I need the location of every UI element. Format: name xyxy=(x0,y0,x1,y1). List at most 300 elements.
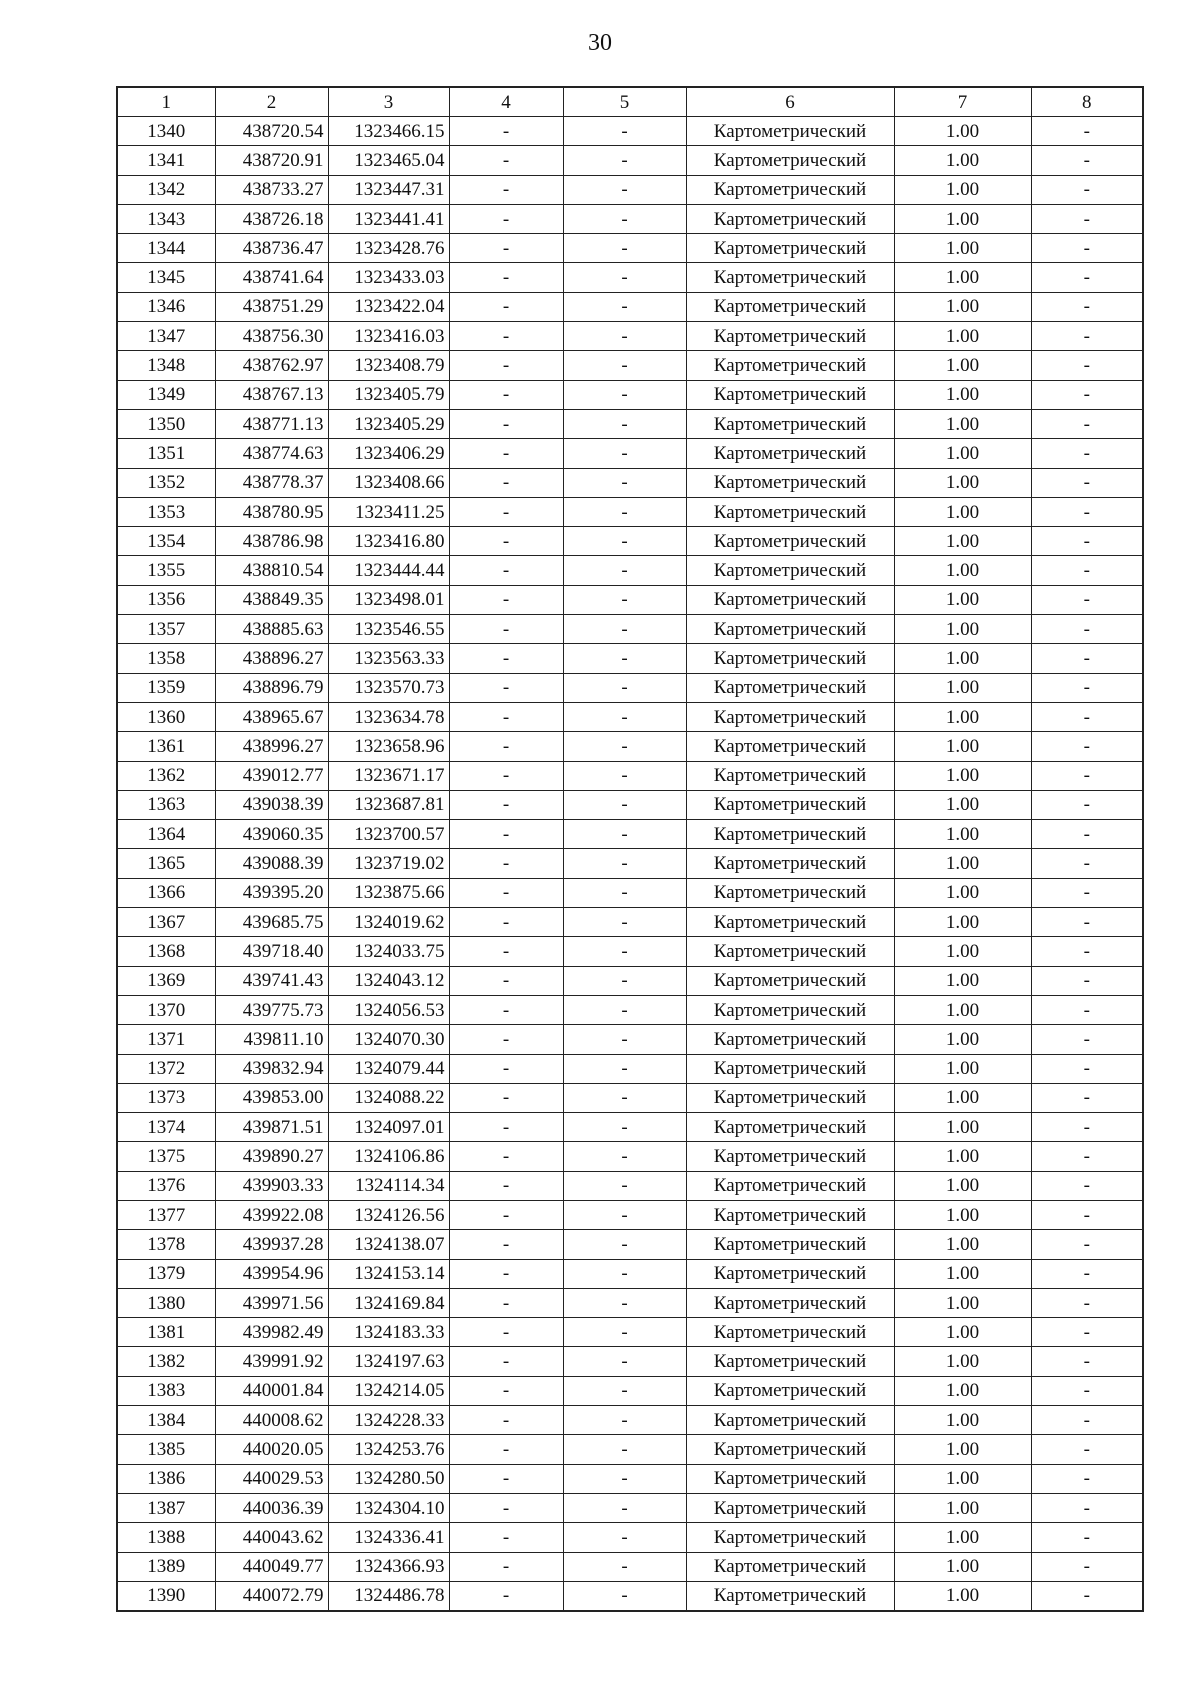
col4-cell: - xyxy=(449,615,563,644)
accuracy-cell: 1.00 xyxy=(894,732,1031,761)
point-number-cell: 1361 xyxy=(117,732,215,761)
method-cell: Картометрический xyxy=(686,1347,894,1376)
y-coordinate-cell: 1324088.22 xyxy=(328,1083,449,1112)
col8-cell: - xyxy=(1031,468,1143,497)
col4-cell: - xyxy=(449,732,563,761)
col4-cell: - xyxy=(449,1259,563,1288)
table-row xyxy=(117,146,1143,175)
col5-cell: - xyxy=(563,908,686,937)
accuracy-cell: 1.00 xyxy=(894,644,1031,673)
col8-cell: - xyxy=(1031,1200,1143,1229)
page-number: 30 xyxy=(588,30,612,56)
y-coordinate-cell: 1324056.53 xyxy=(328,995,449,1024)
col5-cell: - xyxy=(563,1142,686,1171)
col8-cell: - xyxy=(1031,995,1143,1024)
x-coordinate-cell: 438726.18 xyxy=(215,204,328,233)
point-number-cell: 1348 xyxy=(117,351,215,380)
method-cell: Картометрический xyxy=(686,1113,894,1142)
accuracy-cell: 1.00 xyxy=(894,1171,1031,1200)
point-number-cell: 1341 xyxy=(117,146,215,175)
y-coordinate-cell: 1323406.29 xyxy=(328,439,449,468)
point-number-cell: 1381 xyxy=(117,1318,215,1347)
col8-cell: - xyxy=(1031,1318,1143,1347)
col8-cell: - xyxy=(1031,351,1143,380)
col8-cell: - xyxy=(1031,820,1143,849)
table-row xyxy=(117,1083,1143,1112)
col5-cell: - xyxy=(563,1083,686,1112)
col8-cell: - xyxy=(1031,234,1143,263)
accuracy-cell: 1.00 xyxy=(894,995,1031,1024)
column-header: 6 xyxy=(686,87,894,117)
col8-cell: - xyxy=(1031,175,1143,204)
col5-cell: - xyxy=(563,117,686,146)
col4-cell: - xyxy=(449,1230,563,1259)
col4-cell: - xyxy=(449,1552,563,1581)
y-coordinate-cell: 1324486.78 xyxy=(328,1581,449,1611)
y-coordinate-cell: 1324106.86 xyxy=(328,1142,449,1171)
accuracy-cell: 1.00 xyxy=(894,1318,1031,1347)
accuracy-cell: 1.00 xyxy=(894,966,1031,995)
col5-cell: - xyxy=(563,1552,686,1581)
table-row xyxy=(117,1230,1143,1259)
x-coordinate-cell: 439991.92 xyxy=(215,1347,328,1376)
table-row xyxy=(117,644,1143,673)
accuracy-cell: 1.00 xyxy=(894,849,1031,878)
method-cell: Картометрический xyxy=(686,1054,894,1083)
point-number-cell: 1340 xyxy=(117,117,215,146)
accuracy-cell: 1.00 xyxy=(894,556,1031,585)
col4-cell: - xyxy=(449,585,563,614)
table-row xyxy=(117,1259,1143,1288)
column-header: 2 xyxy=(215,87,328,117)
y-coordinate-cell: 1323405.29 xyxy=(328,409,449,438)
col5-cell: - xyxy=(563,409,686,438)
accuracy-cell: 1.00 xyxy=(894,1288,1031,1317)
accuracy-cell: 1.00 xyxy=(894,292,1031,321)
y-coordinate-cell: 1324183.33 xyxy=(328,1318,449,1347)
accuracy-cell: 1.00 xyxy=(894,351,1031,380)
accuracy-cell: 1.00 xyxy=(894,380,1031,409)
col4-cell: - xyxy=(449,380,563,409)
x-coordinate-cell: 438762.97 xyxy=(215,351,328,380)
table-row xyxy=(117,966,1143,995)
method-cell: Картометрический xyxy=(686,1230,894,1259)
method-cell: Картометрический xyxy=(686,1200,894,1229)
method-cell: Картометрический xyxy=(686,1406,894,1435)
y-coordinate-cell: 1324097.01 xyxy=(328,1113,449,1142)
col4-cell: - xyxy=(449,1376,563,1405)
x-coordinate-cell: 439012.77 xyxy=(215,761,328,790)
table-row xyxy=(117,527,1143,556)
col5-cell: - xyxy=(563,820,686,849)
accuracy-cell: 1.00 xyxy=(894,1523,1031,1552)
y-coordinate-cell: 1323422.04 xyxy=(328,292,449,321)
y-coordinate-cell: 1323634.78 xyxy=(328,702,449,731)
col8-cell: - xyxy=(1031,409,1143,438)
table-row xyxy=(117,204,1143,233)
col4-cell: - xyxy=(449,761,563,790)
y-coordinate-cell: 1323408.79 xyxy=(328,351,449,380)
table-body xyxy=(117,87,1143,1611)
accuracy-cell: 1.00 xyxy=(894,908,1031,937)
col4-cell: - xyxy=(449,937,563,966)
table-row xyxy=(117,497,1143,526)
table-header-row xyxy=(117,87,1143,117)
col5-cell: - xyxy=(563,1376,686,1405)
col5-cell: - xyxy=(563,234,686,263)
col4-cell: - xyxy=(449,1288,563,1317)
method-cell: Картометрический xyxy=(686,527,894,556)
accuracy-cell: 1.00 xyxy=(894,1552,1031,1581)
point-number-cell: 1385 xyxy=(117,1435,215,1464)
table-row xyxy=(117,292,1143,321)
point-number-cell: 1375 xyxy=(117,1142,215,1171)
col8-cell: - xyxy=(1031,263,1143,292)
method-cell: Картометрический xyxy=(686,1552,894,1581)
col5-cell: - xyxy=(563,1523,686,1552)
col5-cell: - xyxy=(563,790,686,819)
table-row xyxy=(117,1464,1143,1493)
col4-cell: - xyxy=(449,908,563,937)
col5-cell: - xyxy=(563,673,686,702)
point-number-cell: 1357 xyxy=(117,615,215,644)
x-coordinate-cell: 438771.13 xyxy=(215,409,328,438)
table-row xyxy=(117,322,1143,351)
col5-cell: - xyxy=(563,1406,686,1435)
method-cell: Картометрический xyxy=(686,409,894,438)
y-coordinate-cell: 1324114.34 xyxy=(328,1171,449,1200)
accuracy-cell: 1.00 xyxy=(894,702,1031,731)
col8-cell: - xyxy=(1031,585,1143,614)
col5-cell: - xyxy=(563,1054,686,1083)
table-row xyxy=(117,1347,1143,1376)
point-number-cell: 1351 xyxy=(117,439,215,468)
col5-cell: - xyxy=(563,527,686,556)
table-row xyxy=(117,468,1143,497)
y-coordinate-cell: 1323687.81 xyxy=(328,790,449,819)
point-number-cell: 1366 xyxy=(117,878,215,907)
y-coordinate-cell: 1323405.79 xyxy=(328,380,449,409)
col4-cell: - xyxy=(449,1523,563,1552)
x-coordinate-cell: 438751.29 xyxy=(215,292,328,321)
accuracy-cell: 1.00 xyxy=(894,468,1031,497)
col4-cell: - xyxy=(449,966,563,995)
accuracy-cell: 1.00 xyxy=(894,175,1031,204)
col5-cell: - xyxy=(563,585,686,614)
method-cell: Картометрический xyxy=(686,468,894,497)
col8-cell: - xyxy=(1031,1523,1143,1552)
x-coordinate-cell: 439903.33 xyxy=(215,1171,328,1200)
x-coordinate-cell: 439853.00 xyxy=(215,1083,328,1112)
y-coordinate-cell: 1324214.05 xyxy=(328,1376,449,1405)
y-coordinate-cell: 1323570.73 xyxy=(328,673,449,702)
point-number-cell: 1387 xyxy=(117,1493,215,1522)
point-number-cell: 1378 xyxy=(117,1230,215,1259)
col8-cell: - xyxy=(1031,1435,1143,1464)
accuracy-cell: 1.00 xyxy=(894,527,1031,556)
col5-cell: - xyxy=(563,1230,686,1259)
accuracy-cell: 1.00 xyxy=(894,263,1031,292)
point-number-cell: 1342 xyxy=(117,175,215,204)
table-row xyxy=(117,585,1143,614)
table-row xyxy=(117,995,1143,1024)
col4-cell: - xyxy=(449,439,563,468)
col5-cell: - xyxy=(563,849,686,878)
col4-cell: - xyxy=(449,1025,563,1054)
method-cell: Картометрический xyxy=(686,117,894,146)
point-number-cell: 1345 xyxy=(117,263,215,292)
col8-cell: - xyxy=(1031,1493,1143,1522)
x-coordinate-cell: 440008.62 xyxy=(215,1406,328,1435)
table-row xyxy=(117,1523,1143,1552)
col4-cell: - xyxy=(449,175,563,204)
accuracy-cell: 1.00 xyxy=(894,322,1031,351)
col5-cell: - xyxy=(563,1464,686,1493)
col4-cell: - xyxy=(449,1142,563,1171)
accuracy-cell: 1.00 xyxy=(894,673,1031,702)
col5-cell: - xyxy=(563,263,686,292)
point-number-cell: 1384 xyxy=(117,1406,215,1435)
x-coordinate-cell: 439685.75 xyxy=(215,908,328,937)
point-number-cell: 1373 xyxy=(117,1083,215,1112)
x-coordinate-cell: 438767.13 xyxy=(215,380,328,409)
method-cell: Картометрический xyxy=(686,790,894,819)
x-coordinate-cell: 439775.73 xyxy=(215,995,328,1024)
point-number-cell: 1343 xyxy=(117,204,215,233)
col4-cell: - xyxy=(449,556,563,585)
table-row xyxy=(117,1493,1143,1522)
col8-cell: - xyxy=(1031,1581,1143,1611)
col8-cell: - xyxy=(1031,732,1143,761)
col4-cell: - xyxy=(449,1493,563,1522)
col8-cell: - xyxy=(1031,908,1143,937)
col4-cell: - xyxy=(449,468,563,497)
point-number-cell: 1360 xyxy=(117,702,215,731)
point-number-cell: 1353 xyxy=(117,497,215,526)
table-row xyxy=(117,1142,1143,1171)
col8-cell: - xyxy=(1031,790,1143,819)
table-row xyxy=(117,439,1143,468)
col4-cell: - xyxy=(449,351,563,380)
y-coordinate-cell: 1324043.12 xyxy=(328,966,449,995)
point-number-cell: 1349 xyxy=(117,380,215,409)
col4-cell: - xyxy=(449,878,563,907)
x-coordinate-cell: 439890.27 xyxy=(215,1142,328,1171)
x-coordinate-cell: 439922.08 xyxy=(215,1200,328,1229)
method-cell: Картометрический xyxy=(686,204,894,233)
col5-cell: - xyxy=(563,1025,686,1054)
x-coordinate-cell: 440020.05 xyxy=(215,1435,328,1464)
col8-cell: - xyxy=(1031,380,1143,409)
col4-cell: - xyxy=(449,117,563,146)
col4-cell: - xyxy=(449,673,563,702)
col5-cell: - xyxy=(563,702,686,731)
col5-cell: - xyxy=(563,878,686,907)
point-number-cell: 1388 xyxy=(117,1523,215,1552)
accuracy-cell: 1.00 xyxy=(894,1435,1031,1464)
table-row xyxy=(117,263,1143,292)
x-coordinate-cell: 440029.53 xyxy=(215,1464,328,1493)
table-row xyxy=(117,1288,1143,1317)
col5-cell: - xyxy=(563,351,686,380)
col5-cell: - xyxy=(563,380,686,409)
table-row xyxy=(117,117,1143,146)
col5-cell: - xyxy=(563,1288,686,1317)
y-coordinate-cell: 1324253.76 xyxy=(328,1435,449,1464)
table-row xyxy=(117,1113,1143,1142)
col5-cell: - xyxy=(563,1113,686,1142)
point-number-cell: 1354 xyxy=(117,527,215,556)
point-number-cell: 1370 xyxy=(117,995,215,1024)
col5-cell: - xyxy=(563,1347,686,1376)
accuracy-cell: 1.00 xyxy=(894,1200,1031,1229)
accuracy-cell: 1.00 xyxy=(894,1083,1031,1112)
col8-cell: - xyxy=(1031,497,1143,526)
col8-cell: - xyxy=(1031,1288,1143,1317)
y-coordinate-cell: 1324153.14 xyxy=(328,1259,449,1288)
col4-cell: - xyxy=(449,234,563,263)
col4-cell: - xyxy=(449,644,563,673)
y-coordinate-cell: 1323408.66 xyxy=(328,468,449,497)
point-number-cell: 1359 xyxy=(117,673,215,702)
col4-cell: - xyxy=(449,790,563,819)
accuracy-cell: 1.00 xyxy=(894,937,1031,966)
accuracy-cell: 1.00 xyxy=(894,146,1031,175)
col8-cell: - xyxy=(1031,937,1143,966)
x-coordinate-cell: 438810.54 xyxy=(215,556,328,585)
x-coordinate-cell: 438896.79 xyxy=(215,673,328,702)
col4-cell: - xyxy=(449,1200,563,1229)
col5-cell: - xyxy=(563,937,686,966)
accuracy-cell: 1.00 xyxy=(894,1025,1031,1054)
col5-cell: - xyxy=(563,1493,686,1522)
col5-cell: - xyxy=(563,497,686,526)
table-row xyxy=(117,1054,1143,1083)
col8-cell: - xyxy=(1031,849,1143,878)
col4-cell: - xyxy=(449,1171,563,1200)
x-coordinate-cell: 438736.47 xyxy=(215,234,328,263)
col5-cell: - xyxy=(563,615,686,644)
x-coordinate-cell: 438896.27 xyxy=(215,644,328,673)
point-number-cell: 1374 xyxy=(117,1113,215,1142)
table-row xyxy=(117,1552,1143,1581)
col5-cell: - xyxy=(563,732,686,761)
col5-cell: - xyxy=(563,761,686,790)
x-coordinate-cell: 439038.39 xyxy=(215,790,328,819)
table-row xyxy=(117,908,1143,937)
table-row xyxy=(117,351,1143,380)
accuracy-cell: 1.00 xyxy=(894,878,1031,907)
method-cell: Картометрический xyxy=(686,761,894,790)
point-number-cell: 1350 xyxy=(117,409,215,438)
col8-cell: - xyxy=(1031,146,1143,175)
x-coordinate-cell: 438778.37 xyxy=(215,468,328,497)
col8-cell: - xyxy=(1031,204,1143,233)
accuracy-cell: 1.00 xyxy=(894,439,1031,468)
column-header: 1 xyxy=(117,87,215,117)
x-coordinate-cell: 439741.43 xyxy=(215,966,328,995)
method-cell: Картометрический xyxy=(686,556,894,585)
accuracy-cell: 1.00 xyxy=(894,204,1031,233)
method-cell: Картометрический xyxy=(686,1025,894,1054)
col8-cell: - xyxy=(1031,439,1143,468)
col8-cell: - xyxy=(1031,878,1143,907)
y-coordinate-cell: 1324070.30 xyxy=(328,1025,449,1054)
x-coordinate-cell: 439871.51 xyxy=(215,1113,328,1142)
table-row xyxy=(117,175,1143,204)
method-cell: Картометрический xyxy=(686,732,894,761)
method-cell: Картометрический xyxy=(686,1142,894,1171)
method-cell: Картометрический xyxy=(686,849,894,878)
point-number-cell: 1376 xyxy=(117,1171,215,1200)
x-coordinate-cell: 438965.67 xyxy=(215,702,328,731)
y-coordinate-cell: 1324197.63 xyxy=(328,1347,449,1376)
col5-cell: - xyxy=(563,1259,686,1288)
y-coordinate-cell: 1324079.44 xyxy=(328,1054,449,1083)
point-number-cell: 1344 xyxy=(117,234,215,263)
col4-cell: - xyxy=(449,292,563,321)
col8-cell: - xyxy=(1031,1025,1143,1054)
table-row xyxy=(117,234,1143,263)
point-number-cell: 1386 xyxy=(117,1464,215,1493)
x-coordinate-cell: 438780.95 xyxy=(215,497,328,526)
col5-cell: - xyxy=(563,1435,686,1464)
table-row xyxy=(117,1025,1143,1054)
table-row xyxy=(117,1581,1143,1611)
col4-cell: - xyxy=(449,263,563,292)
col8-cell: - xyxy=(1031,1171,1143,1200)
y-coordinate-cell: 1323466.15 xyxy=(328,117,449,146)
method-cell: Картометрический xyxy=(686,322,894,351)
y-coordinate-cell: 1323546.55 xyxy=(328,615,449,644)
x-coordinate-cell: 438849.35 xyxy=(215,585,328,614)
col4-cell: - xyxy=(449,1318,563,1347)
x-coordinate-cell: 439937.28 xyxy=(215,1230,328,1259)
y-coordinate-cell: 1323875.66 xyxy=(328,878,449,907)
method-cell: Картометрический xyxy=(686,175,894,204)
col8-cell: - xyxy=(1031,673,1143,702)
col4-cell: - xyxy=(449,497,563,526)
y-coordinate-cell: 1324366.93 xyxy=(328,1552,449,1581)
x-coordinate-cell: 438720.91 xyxy=(215,146,328,175)
col8-cell: - xyxy=(1031,117,1143,146)
y-coordinate-cell: 1323416.03 xyxy=(328,322,449,351)
col8-cell: - xyxy=(1031,615,1143,644)
accuracy-cell: 1.00 xyxy=(894,1230,1031,1259)
col4-cell: - xyxy=(449,1113,563,1142)
accuracy-cell: 1.00 xyxy=(894,790,1031,819)
x-coordinate-cell: 439832.94 xyxy=(215,1054,328,1083)
y-coordinate-cell: 1324169.84 xyxy=(328,1288,449,1317)
y-coordinate-cell: 1324280.50 xyxy=(328,1464,449,1493)
x-coordinate-cell: 439954.96 xyxy=(215,1259,328,1288)
col5-cell: - xyxy=(563,1200,686,1229)
method-cell: Картометрический xyxy=(686,1083,894,1112)
col4-cell: - xyxy=(449,322,563,351)
accuracy-cell: 1.00 xyxy=(894,1259,1031,1288)
method-cell: Картометрический xyxy=(686,1376,894,1405)
col5-cell: - xyxy=(563,292,686,321)
method-cell: Картометрический xyxy=(686,585,894,614)
col4-cell: - xyxy=(449,995,563,1024)
method-cell: Картометрический xyxy=(686,615,894,644)
col8-cell: - xyxy=(1031,1347,1143,1376)
point-number-cell: 1369 xyxy=(117,966,215,995)
table-row xyxy=(117,1171,1143,1200)
col8-cell: - xyxy=(1031,702,1143,731)
col5-cell: - xyxy=(563,995,686,1024)
y-coordinate-cell: 1323719.02 xyxy=(328,849,449,878)
